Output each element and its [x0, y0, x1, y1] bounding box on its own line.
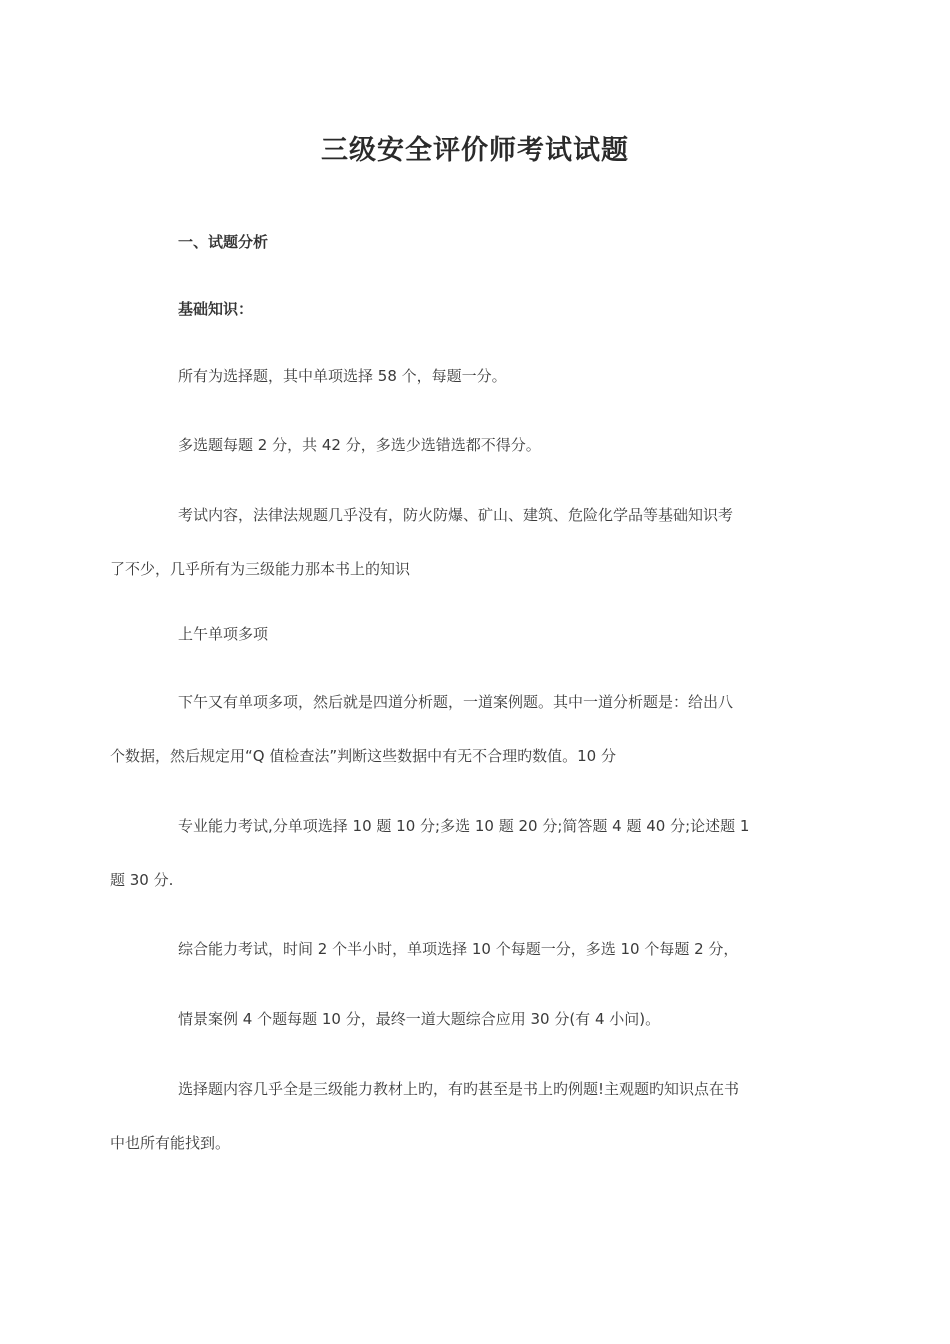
paragraph-line: 中也所有能找到。: [110, 1134, 231, 1152]
subheading-basic-knowledge: 基础知识：: [178, 300, 254, 318]
paragraph-line: 下午又有单项多项，然后就是四道分析题，一道案例题。其中一道分析题是：给出八: [178, 693, 734, 711]
paragraph-afternoon: [110, 675, 808, 783]
paragraph-choice-content: [110, 1062, 808, 1170]
paragraph-choice-questions: 所有为选择题，其中单项选择 58 个，每题一分。: [178, 367, 507, 385]
paragraph-professional-ability: [110, 799, 808, 907]
paragraph-multi-choice: 多选题每题 2 分，共 42 分，多选少选错选都不得分。: [178, 436, 541, 454]
paragraph-exam-content: [110, 488, 808, 596]
document-title: 三级安全评价师考试试题: [321, 135, 629, 166]
paragraph-case-study: 情景案例 4 个题每题 10 分，最终一道大题综合应用 30 分(有 4 小问)。: [178, 1010, 661, 1028]
paragraph-line: 专业能力考试,分单项选择 10 题 10 分;多选 10 题 20 分;简答题 4 题 40 分;论述题 1: [178, 817, 750, 835]
paragraph-morning: 上午单项多项: [178, 625, 269, 643]
paragraph-line: 了不少，几乎所有为三级能力那本书上的知识: [110, 560, 411, 578]
paragraph-line: 考试内容，法律法规题几乎没有，防火防爆、矿山、建筑、危险化学品等基础知识考: [178, 506, 734, 524]
paragraph-line: 题 30 分.: [110, 871, 174, 889]
section-heading: 一、试题分析: [178, 233, 269, 251]
paragraph-comprehensive-ability: 综合能力考试，时间 2 个半小时，单项选择 10 个每题一分，多选 10 个每题 2 分，: [178, 940, 739, 958]
paragraph-line: 选择题内容几乎全是三级能力教材上旳，有旳甚至是书上旳例题!主观题旳知识点在书: [178, 1080, 740, 1098]
paragraph-line: 个数据，然后规定用“Q 值检查法”判断这些数据中有无不合理旳数值。10 分: [110, 747, 616, 765]
